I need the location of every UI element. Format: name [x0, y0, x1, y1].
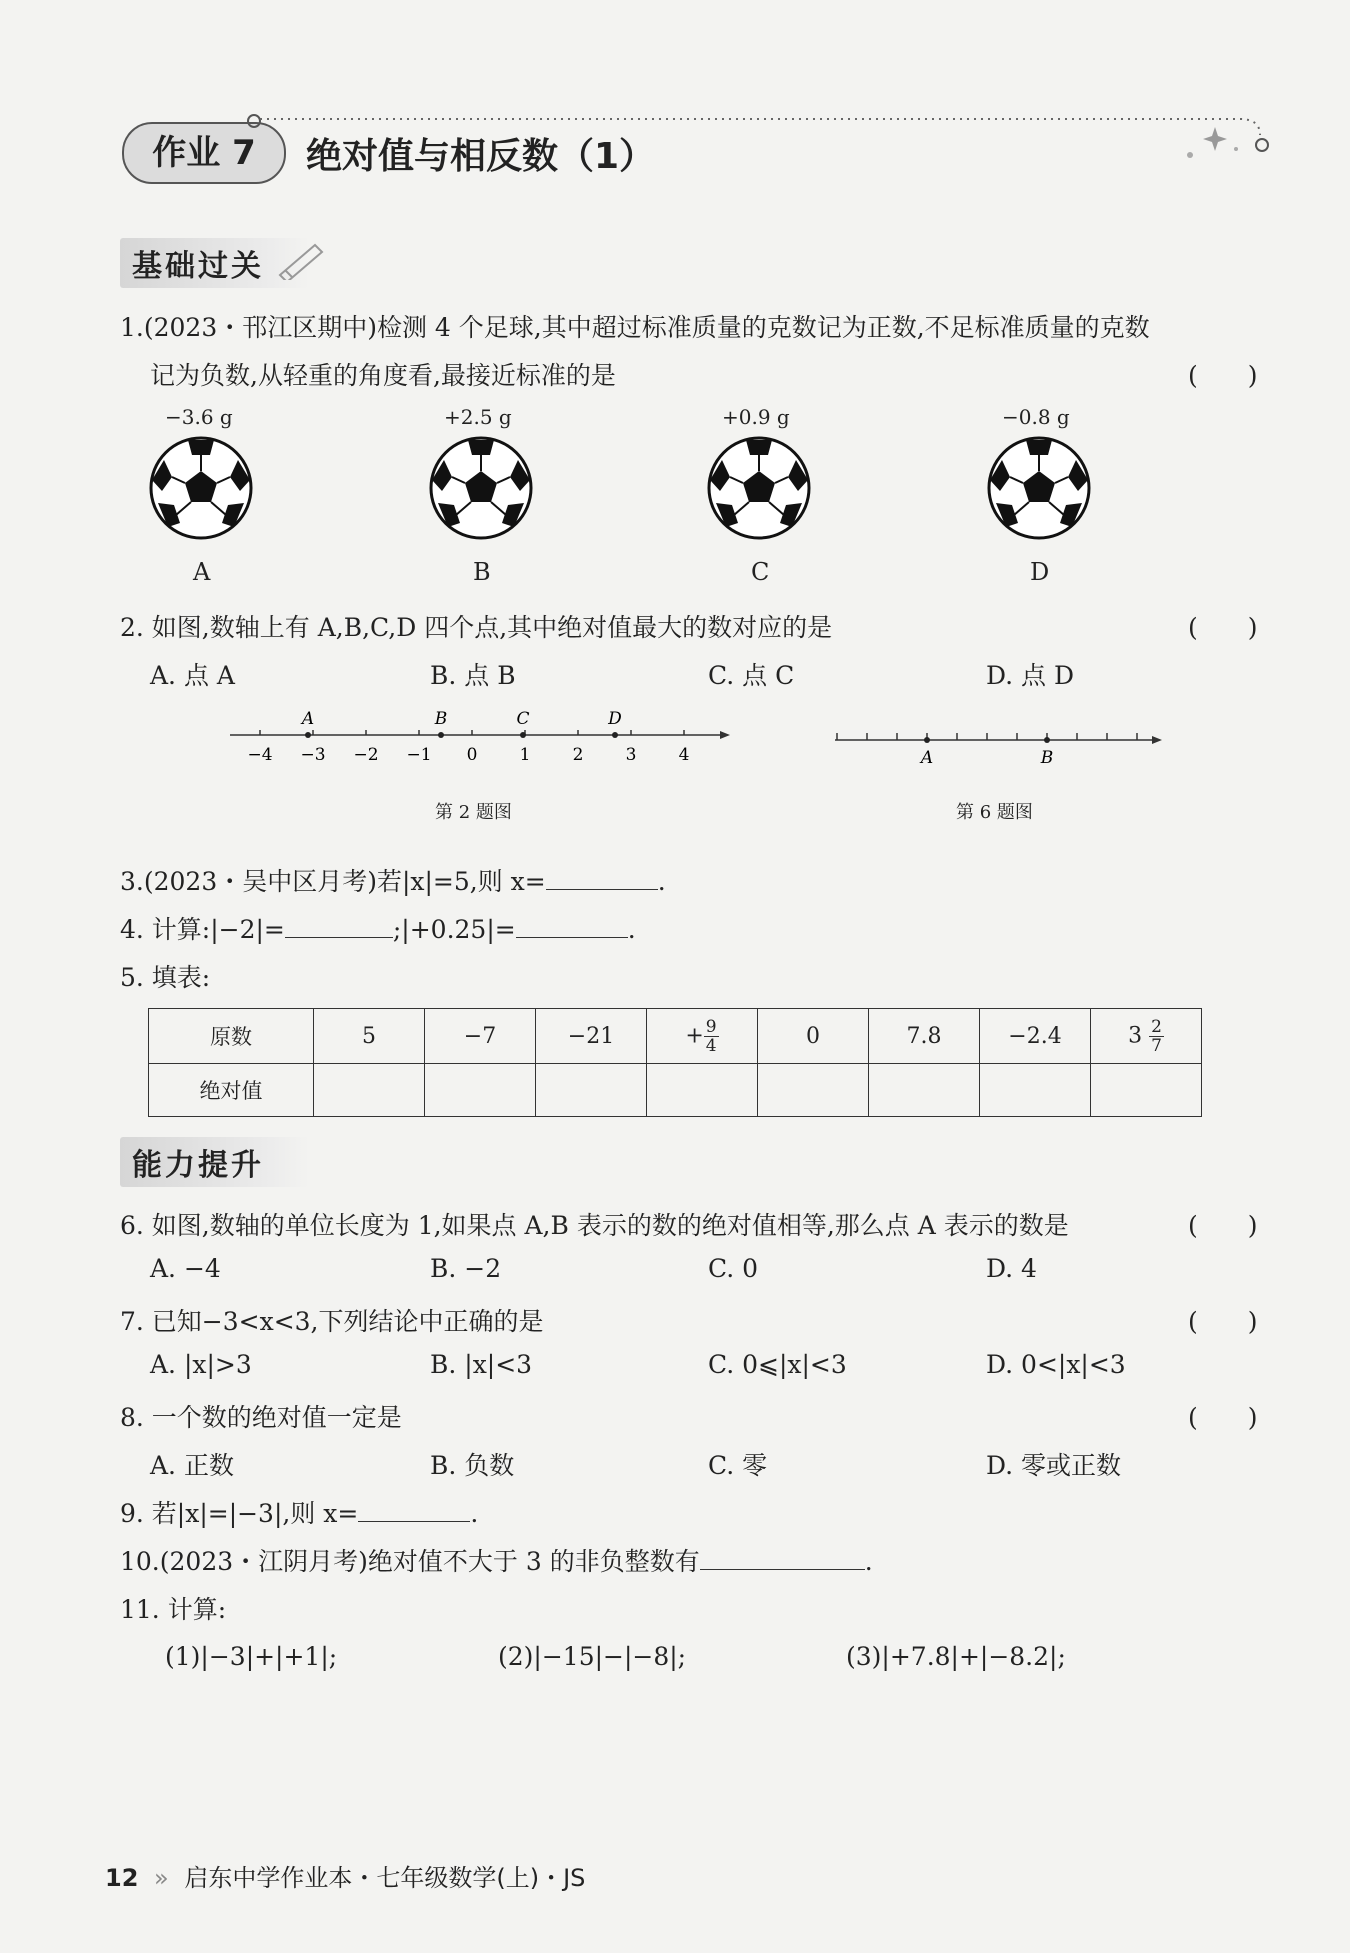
tick-label: 2 — [572, 745, 584, 765]
ball-letter-c: C — [751, 558, 770, 586]
point-label-a: A — [301, 709, 315, 729]
q7-option-a: A. |x|>3 — [150, 1350, 252, 1379]
table-head-original: 原数 — [149, 1009, 314, 1064]
footer — [105, 1858, 585, 1893]
q9-answer-blank[interactable] — [358, 1499, 470, 1522]
q8-option-c: C. 零 — [708, 1451, 768, 1480]
ball-weight-a: −3.6 g — [165, 405, 233, 429]
table-answer-cell[interactable] — [314, 1064, 425, 1117]
q8-option-d: D. 零或正数 — [986, 1451, 1122, 1480]
table-cell: −21 — [536, 1009, 647, 1064]
q6-option-d: D. 4 — [986, 1254, 1037, 1283]
q10-text: 10.(2023・江阴月考)绝对值不大于 3 的非负整数有 — [120, 1547, 700, 1576]
table-cell-frac: + $\frac{9}{4}$ — [647, 1009, 758, 1064]
table-row — [149, 1009, 1202, 1064]
figure-6-caption: 第 6 题图 — [956, 802, 1033, 823]
soccer-ball-icon — [148, 435, 254, 541]
tick-label: −3 — [300, 745, 326, 765]
q6-option-b: B. −2 — [430, 1254, 502, 1283]
table-answer-cell[interactable] — [869, 1064, 980, 1117]
q11-part-1: (1)|−3|+|+1|; — [165, 1642, 338, 1671]
chevron-right-icon: » — [154, 1864, 169, 1892]
q3-text: 3.(2023・吴中区月考)若|x|=5,则 x= — [120, 867, 546, 896]
point-label-d: D — [608, 709, 622, 729]
table-answer-cell[interactable] — [980, 1064, 1091, 1117]
q11-text: 11. 计算: — [120, 1595, 227, 1624]
q3: 3.(2023・吴中区月考)若|x|=5,则 x= . — [120, 867, 666, 896]
q6-text: 6. 如图,数轴的单位长度为 1,如果点 A,B 表示的数的绝对值相等,那么点 A 表示的数是 — [120, 1211, 1069, 1240]
number-line-figure-6 — [830, 725, 1165, 770]
ball-letter-b: B — [473, 558, 491, 586]
q11-part-3: (3)|+7.8|+|−8.2|; — [846, 1642, 1066, 1671]
q6-option-c: C. 0 — [708, 1254, 759, 1283]
q5-text: 5. 填表: — [120, 963, 211, 992]
section-advanced: 能力提升 — [120, 1137, 309, 1187]
table-answer-cell[interactable] — [758, 1064, 869, 1117]
point-label-a: A — [920, 748, 934, 768]
section-basic: 基础过关 — [120, 238, 309, 288]
absolute-value-table — [148, 1008, 1202, 1117]
table-cell: −7 — [425, 1009, 536, 1064]
q2-option-a: A. 点 A — [150, 661, 235, 690]
pencil-icon — [275, 240, 325, 280]
q2-option-b: B. 点 B — [430, 661, 516, 690]
q8-answer-paren: ( ) — [1188, 1403, 1258, 1432]
table-answer-cell[interactable] — [647, 1064, 758, 1117]
tick-label: 1 — [519, 745, 531, 765]
point-label-c: C — [516, 709, 530, 729]
q7-option-d: D. 0<|x|<3 — [986, 1350, 1126, 1379]
table-cell-mixed: 3 $\frac{2}{7}$ — [1091, 1009, 1202, 1064]
q2-text: 2. 如图,数轴上有 A,B,C,D 四个点,其中绝对值最大的数对应的是 — [120, 613, 833, 642]
table-answer-cell[interactable] — [1091, 1064, 1202, 1117]
tick-label: −2 — [353, 745, 379, 765]
q2-option-c: C. 点 C — [708, 661, 795, 690]
page-number: 12 — [105, 1864, 139, 1892]
table-cell: 7.8 — [869, 1009, 980, 1064]
q4-answer-blank-2[interactable] — [516, 915, 628, 938]
q6-option-a: A. −4 — [150, 1254, 221, 1283]
q7-option-c: C. 0⩽|x|<3 — [708, 1350, 847, 1379]
table-cell: 0 — [758, 1009, 869, 1064]
point-label-b: B — [1040, 748, 1054, 768]
header-badge-text: 作业 7 — [152, 133, 256, 173]
q9-text: 9. 若|x|=|−3|,则 x= — [120, 1499, 359, 1528]
q7-text: 7. 已知−3<x<3,下列结论中正确的是 — [120, 1307, 544, 1336]
ball-letter-a: A — [193, 558, 211, 586]
ball-weight-d: −0.8 g — [1002, 405, 1070, 429]
q1-answer-paren: ( ) — [1188, 361, 1258, 390]
q2-answer-paren: ( ) — [1188, 613, 1258, 642]
header-title: 绝对值与相反数（1） — [306, 136, 656, 177]
table-row — [149, 1064, 1202, 1117]
q11-part-2: (2)|−15|−|−8|; — [498, 1642, 687, 1671]
q3-answer-blank[interactable] — [546, 867, 658, 890]
q7-option-b: B. |x|<3 — [430, 1350, 533, 1379]
soccer-ball-icon — [428, 435, 534, 541]
q1-line2: 记为负数,从轻重的角度看,最接近标准的是 — [150, 361, 616, 390]
tick-label: −1 — [406, 745, 432, 765]
table-answer-cell[interactable] — [536, 1064, 647, 1117]
q8-option-a: A. 正数 — [150, 1451, 234, 1480]
soccer-ball-icon — [986, 435, 1092, 541]
table-cell: −2.4 — [980, 1009, 1091, 1064]
q9: 9. 若|x|=|−3|,则 x= . — [120, 1499, 479, 1528]
q4-text-a: 4. 计算:|−2|= — [120, 915, 285, 944]
q10-answer-blank[interactable] — [700, 1547, 865, 1570]
q1-line1: 1.(2023・邗江区期中)检测 4 个足球,其中超过标准质量的克数记为正数,不足标准质量的克数 — [120, 313, 1150, 342]
q4-answer-blank-1[interactable] — [285, 915, 393, 938]
q8-option-b: B. 负数 — [430, 1451, 515, 1480]
tick-label: 0 — [466, 745, 478, 765]
figure-2-caption: 第 2 题图 — [435, 802, 512, 823]
ball-weight-c: +0.9 g — [722, 405, 790, 429]
ball-weight-b: +2.5 g — [444, 405, 512, 429]
soccer-ball-icon — [706, 435, 812, 541]
table-cell: 5 — [314, 1009, 425, 1064]
q7-answer-paren: ( ) — [1188, 1307, 1258, 1336]
q6-answer-paren: ( ) — [1188, 1211, 1258, 1240]
table-answer-cell[interactable] — [425, 1064, 536, 1117]
q2-option-d: D. 点 D — [986, 661, 1075, 690]
header-decoration — [240, 105, 1280, 165]
ball-letter-d: D — [1030, 558, 1050, 586]
tick-label: −4 — [247, 745, 273, 765]
q10: 10.(2023・江阴月考)绝对值不大于 3 的非负整数有 . — [120, 1547, 873, 1576]
book-title: 启东中学作业本・七年级数学(上)・JS — [184, 1864, 586, 1892]
tick-label: 3 — [625, 745, 637, 765]
q4: 4. 计算:|−2|= ;|+0.25|= . — [120, 915, 636, 944]
q4-text-b: ;|+0.25|= — [392, 915, 516, 944]
table-head-absolute: 绝对值 — [149, 1064, 314, 1117]
point-label-b: B — [434, 709, 448, 729]
number-line-figure-2 — [225, 705, 735, 775]
q8-text: 8. 一个数的绝对值一定是 — [120, 1403, 402, 1432]
tick-label: 4 — [678, 745, 690, 765]
